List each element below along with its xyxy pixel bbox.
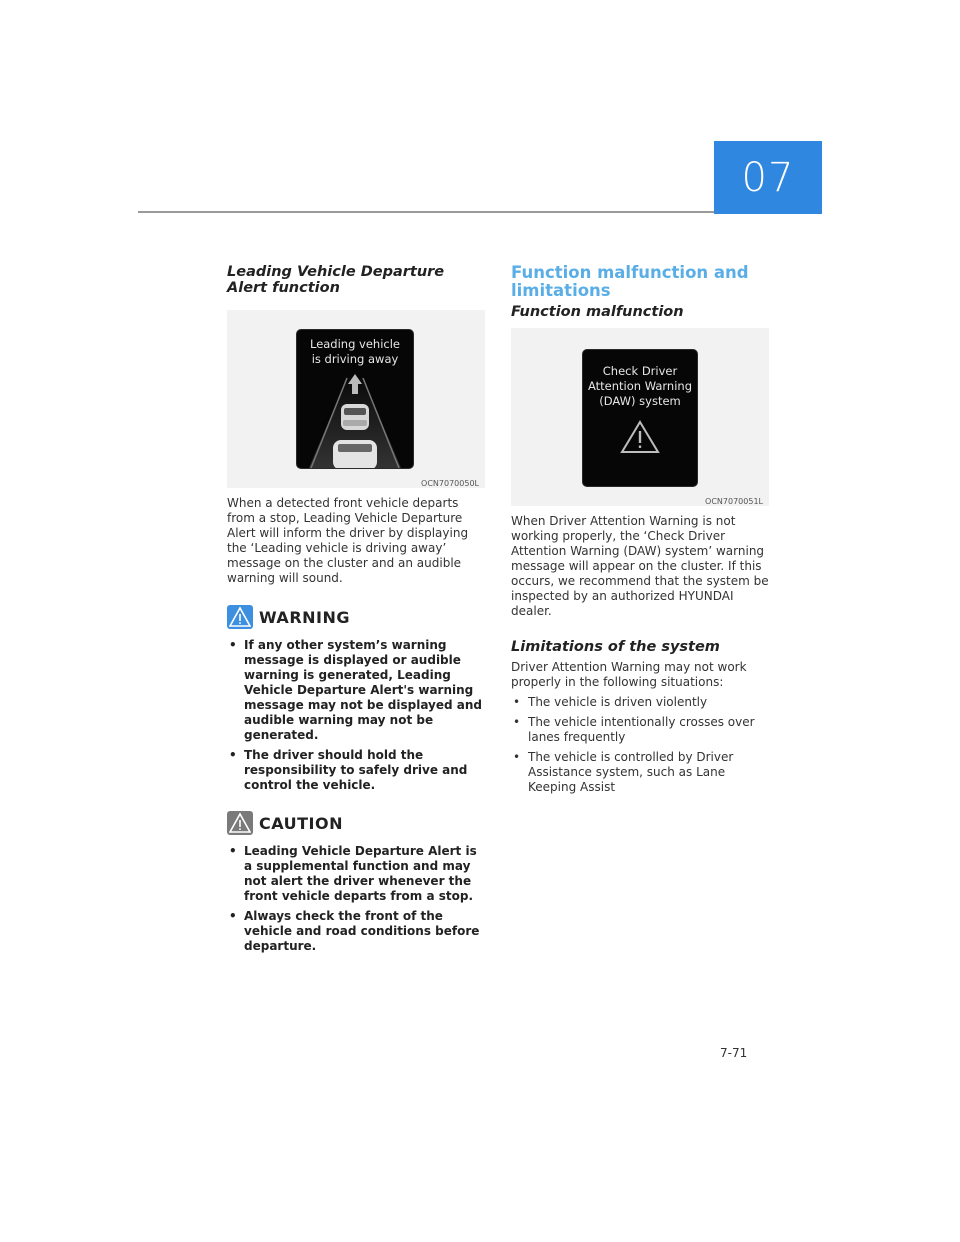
- caution-header: [227, 811, 485, 835]
- right-column: [511, 264, 769, 800]
- figure-code: OCN7070050L: [421, 479, 479, 488]
- list-item: • The driver should hold the responsibility to safely drive and control the vehicle.: [227, 748, 485, 793]
- list-item: • The vehicle is controlled by Driver Assistance system, such as Lane Keeping Assist: [511, 750, 769, 795]
- list-item: • Always check the front of the vehicle and road conditions before departure.: [227, 909, 485, 954]
- header-rule: [138, 211, 714, 213]
- ldva-description: When a detected front vehicle departs from a stop, Leading Vehicle Departure Alert will inform the driver by displaying the ‘Leading vehicle is driving away’ message on the cluster and an audible warning will sound.: [227, 496, 469, 585]
- warning-header: [227, 605, 485, 629]
- list-item: • Leading Vehicle Departure Alert is a supplemental function and may not alert the driver whenever the front vehicle departs from a stop.: [227, 844, 485, 904]
- left-column: [227, 264, 485, 959]
- cluster-screen: [297, 330, 413, 468]
- caution-box: [227, 811, 485, 954]
- caution-title: CAUTION: [259, 813, 343, 833]
- figure-leading-vehicle: [227, 310, 485, 488]
- figure-check-daw: [511, 328, 769, 506]
- figure-code: OCN7070051L: [705, 497, 763, 506]
- screen-message: Leading vehicle is driving away: [309, 337, 401, 366]
- warning-box: [227, 605, 485, 793]
- list-item: • The vehicle is driven violently: [511, 695, 769, 710]
- list-item: • The vehicle intentionally crosses over lanes frequently: [511, 715, 769, 745]
- caution-list: [227, 844, 485, 954]
- section-heading-ldva: Leading Vehicle Departure Alert function: [227, 264, 445, 296]
- caution-triangle-icon: [227, 811, 253, 835]
- warning-title: WARNING: [259, 607, 350, 627]
- page-number: 7-71: [720, 1046, 748, 1060]
- lead-car-icon: [341, 404, 369, 430]
- section-heading-malfunction: Function malfunction and limitations: [511, 263, 749, 300]
- screen-message: Check Driver Attention Warning (DAW) system: [587, 364, 692, 408]
- list-item: • If any other system’s warning message is displayed or audible warning is generated, Leading Vehicle Departure Alert's warning message may not be displayed and audible warning may not be generated.: [227, 638, 485, 743]
- warning-list: [227, 638, 485, 793]
- ego-car-icon: [333, 440, 377, 468]
- warning-triangle-icon: [227, 605, 253, 629]
- chapter-tab: 07: [714, 141, 822, 214]
- cluster-screen: [583, 350, 697, 486]
- malfunction-description: When Driver Attention Warning is not working properly, the ‘Check Driver Attention Warning (DAW) system’ warning message will appear on the cluster. If this occurs, we recommend that the system be inspected by an authorized HYUNDAI dealer.: [511, 514, 769, 618]
- limitations-list: [511, 695, 769, 795]
- warning-triangle-icon: [620, 420, 660, 454]
- limitations-intro: Driver Attention Warning may not work properly in the following situations:: [511, 660, 747, 689]
- subheading-limitations: Limitations of the system: [511, 639, 720, 655]
- road-illustration: [297, 368, 413, 468]
- subheading-function-malfunction: Function malfunction: [511, 304, 684, 320]
